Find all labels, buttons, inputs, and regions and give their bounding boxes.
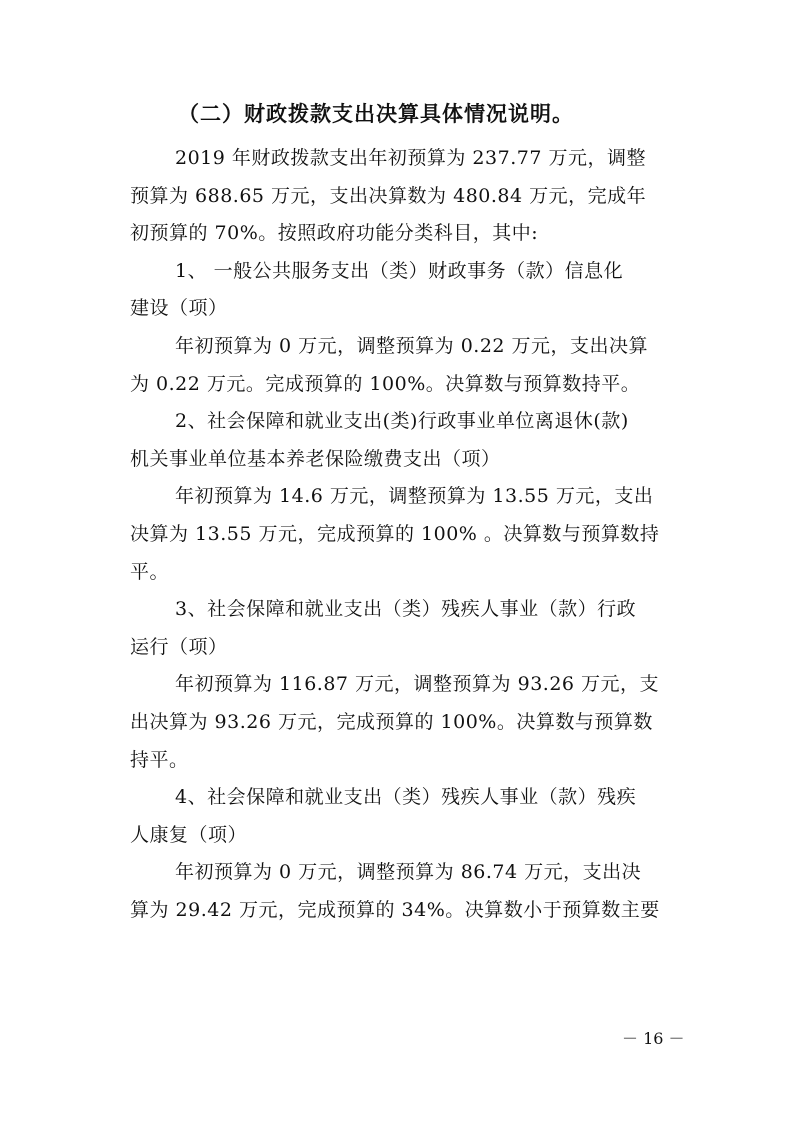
text-line: 年初预算为 116.87 万元，调整预算为 93.26 万元，支 [175, 673, 660, 696]
text-line: 3、社会保障和就业支出（类）残疾人事业（款）行政 [175, 598, 637, 621]
text-line: 预算为 688.65 万元，支出决算数为 480.84 万元，完成年 [130, 184, 647, 207]
text-line: 2019 年财政拨款支出年初预算为 237.77 万元，调整 [175, 147, 646, 169]
text-line: 4、社会保障和就业支出（类）残疾人事业（款）残疾 [175, 786, 637, 809]
text-line: 年初预算为 0 万元，调整预算为 86.74 万元，支出决 [175, 861, 642, 884]
text-line: 决算为 13.55 万元，完成预算的 100% 。决算数与预算数持 [130, 522, 660, 545]
text-line: 运行（项） [130, 635, 228, 658]
section-heading: （二）财政拨款支出决算具体情况说明。 [178, 101, 574, 126]
text-line: 2、社会保障和就业支出(类)行政事业单位离退休(款) [175, 410, 629, 433]
text-line: 年初预算为 14.6 万元，调整预算为 13.55 万元，支出 [175, 485, 654, 508]
text-line: 算为 29.42 万元，完成预算的 34%。决算数小于预算数主要 [130, 898, 660, 921]
text-line: 人康复（项） [130, 823, 248, 846]
text-line: 初预算的 70%。按照政府功能分类科目，其中: [130, 222, 539, 245]
text-line: 出决算为 93.26 万元，完成预算的 100%。决算数与预算数 [130, 710, 653, 733]
text-line: 平。 [130, 560, 170, 583]
text-line: 持平。 [130, 748, 189, 771]
page-number: － 16 － [622, 1029, 685, 1048]
text-line: 机关事业单位基本养老保险缴费支出（项） [130, 447, 501, 470]
text-line: 年初预算为 0 万元，调整预算为 0.22 万元，支出决算 [175, 334, 649, 357]
text-line: 1、 一般公共服务支出（类）财政事务（款）信息化 [175, 259, 624, 282]
text-line: 为 0.22 万元。完成预算的 100%。决算数与预算数持平。 [130, 372, 641, 395]
text-line: 建设（项） [130, 297, 228, 320]
body-text [130, 140, 675, 929]
